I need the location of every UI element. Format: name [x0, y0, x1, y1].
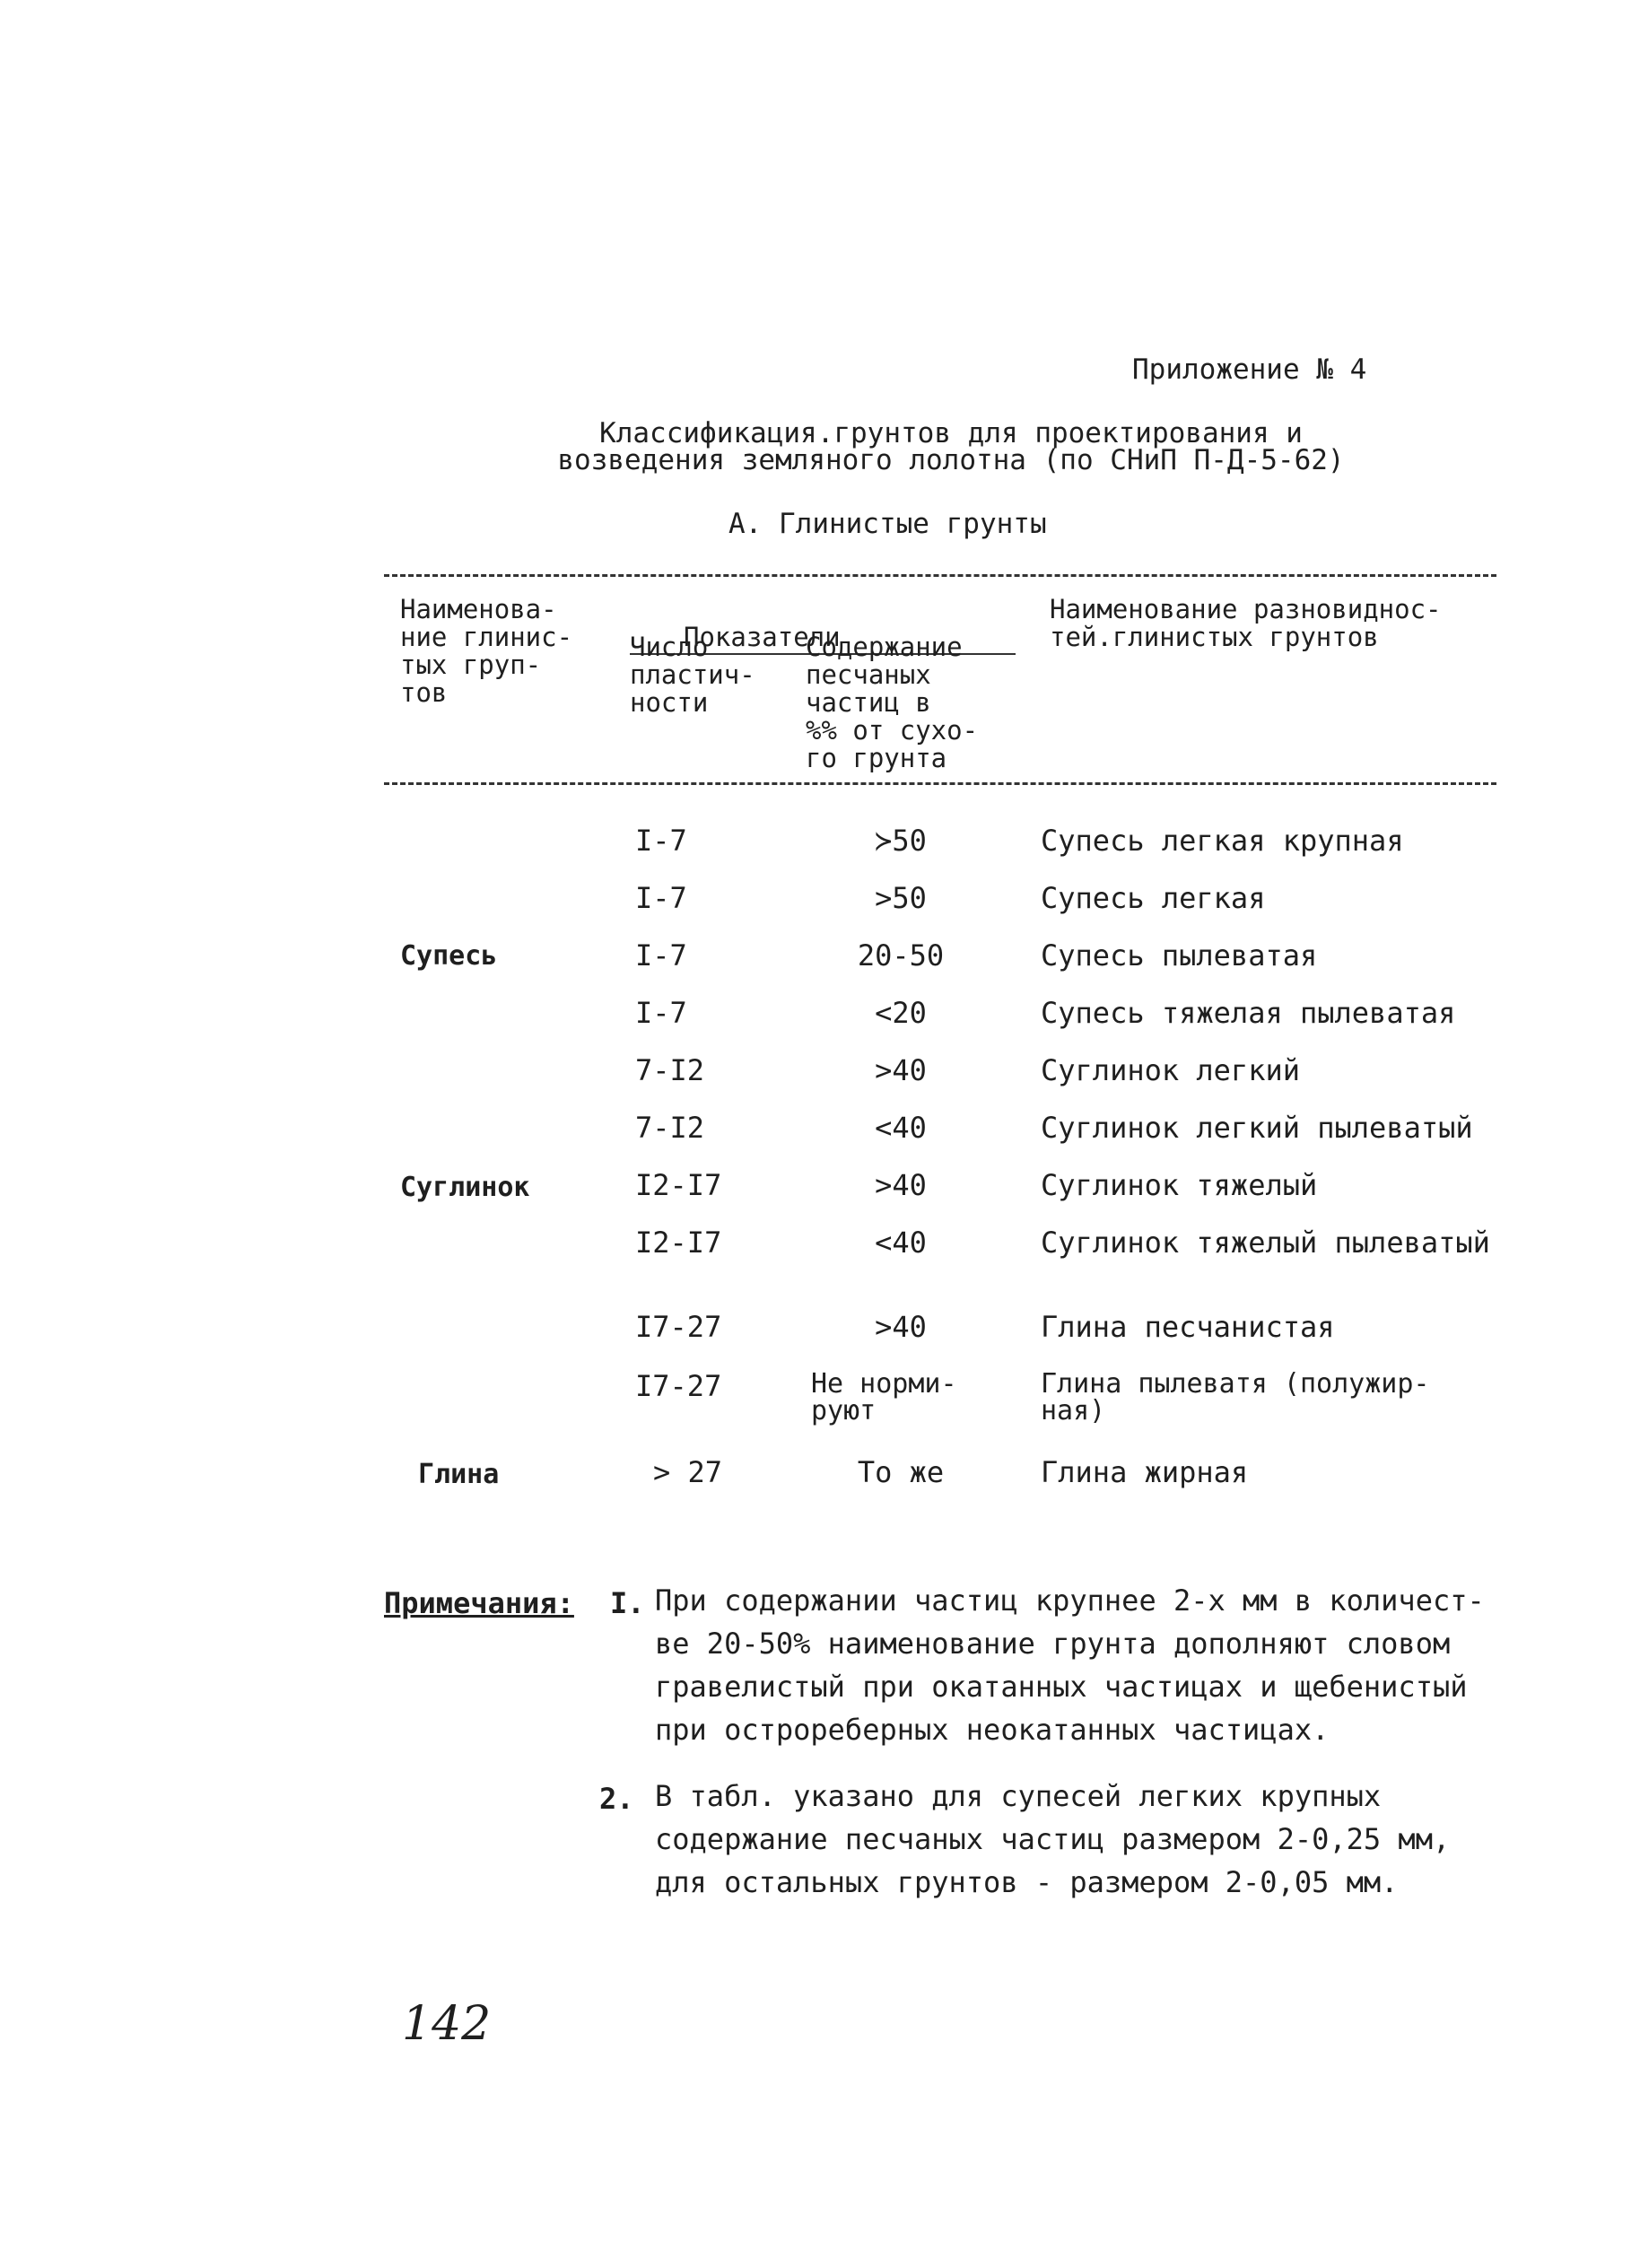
header-sand-content: Содержание песчаных частиц в %% от сухо- го грунта [806, 632, 979, 773]
header-variety: Наименование разновиднос- тей.глинистых грунтов [1050, 594, 1442, 652]
plasticity-cell: I7-27 [635, 1369, 722, 1403]
sand-cell: >40 [875, 1053, 927, 1087]
variety-cell: Супесь легкая [1041, 881, 1266, 915]
variety-cell: Супесь пылеватая [1041, 938, 1318, 973]
variety-cell: Супесь тяжелая пылеватая [1041, 996, 1456, 1030]
section-subtitle: А. Глинистые грунты [728, 508, 1047, 540]
note-number: 2. [599, 1782, 634, 1816]
plasticity-cell: > 27 [653, 1455, 723, 1489]
sand-cell: >50 [875, 881, 927, 915]
plasticity-cell: I2-I7 [635, 1226, 722, 1260]
plasticity-cell: 7-I2 [635, 1053, 705, 1087]
variety-cell: Супесь легкая крупная [1041, 824, 1404, 858]
sand-cell: 20-50 [857, 938, 945, 973]
table-top-rule [384, 574, 1496, 577]
sand-cell: <40 [875, 1226, 927, 1260]
plasticity-cell: I-7 [635, 824, 687, 858]
note-text: В табл. указано для супесей легких крупных содержание песчаных частиц размером 2-0,25 мм, для остальных грунтов - размером 2-0,05 мм. [655, 1779, 1451, 1899]
variety-cell: Суглинок легкий [1041, 1053, 1300, 1087]
plasticity-cell: I7-27 [635, 1310, 722, 1344]
plasticity-cell: I-7 [635, 938, 687, 973]
document-title: Классификация.грунтов для проектирования и возведения земляного лолотна (по СНиП П-Д-5-62) [557, 417, 1345, 476]
variety-cell: Глина пылеватя (полужир- ная) [1041, 1368, 1430, 1426]
sand-cell: Не норми- руют [811, 1368, 957, 1426]
plasticity-cell: I2-I7 [635, 1168, 722, 1202]
notes-label: Примечания: [384, 1586, 574, 1620]
plasticity-cell: I-7 [635, 996, 687, 1030]
variety-cell: Глина песчанистая [1041, 1310, 1335, 1344]
group-name-suglinok: Суглинок [400, 1172, 530, 1203]
sand-cell: >40 [875, 1168, 927, 1202]
note-number: I. [610, 1586, 645, 1620]
sand-cell: >40 [875, 1310, 927, 1344]
plasticity-cell: 7-I2 [635, 1111, 705, 1145]
group-name-supes: Супесь [400, 940, 498, 972]
appendix-label: Приложение № 4 [1132, 353, 1367, 386]
plasticity-cell: I-7 [635, 881, 687, 915]
page-number: 142 [402, 1997, 492, 2051]
variety-cell: Глина жирная [1041, 1455, 1249, 1489]
header-group-name: Наименова- ние глинис- тых груп- тов [400, 594, 573, 708]
header-plasticity: Число пластич- ности [630, 632, 755, 718]
sand-cell: То же [857, 1455, 945, 1489]
note-text: При содержании частиц крупнее 2-х мм в количест- ве 20-50% наименование грунта дополняют словом гравелистый при окатанных частицах и щебенистый при острореберных неокатанных частицах. [655, 1583, 1485, 1747]
header-indicators-label: Показатели [630, 624, 1016, 655]
table-header-rule [384, 782, 1496, 785]
sand-cell: <40 [875, 1111, 927, 1145]
variety-cell: Суглинок тяжелый пылеватый [1041, 1226, 1490, 1260]
group-name-glina: Глина [418, 1459, 500, 1490]
sand-cell: ≻50 [875, 824, 927, 858]
variety-cell: Суглинок легкий пылеватый [1041, 1111, 1473, 1145]
sand-cell: <20 [875, 996, 927, 1030]
variety-cell: Суглинок тяжелый [1041, 1168, 1318, 1202]
